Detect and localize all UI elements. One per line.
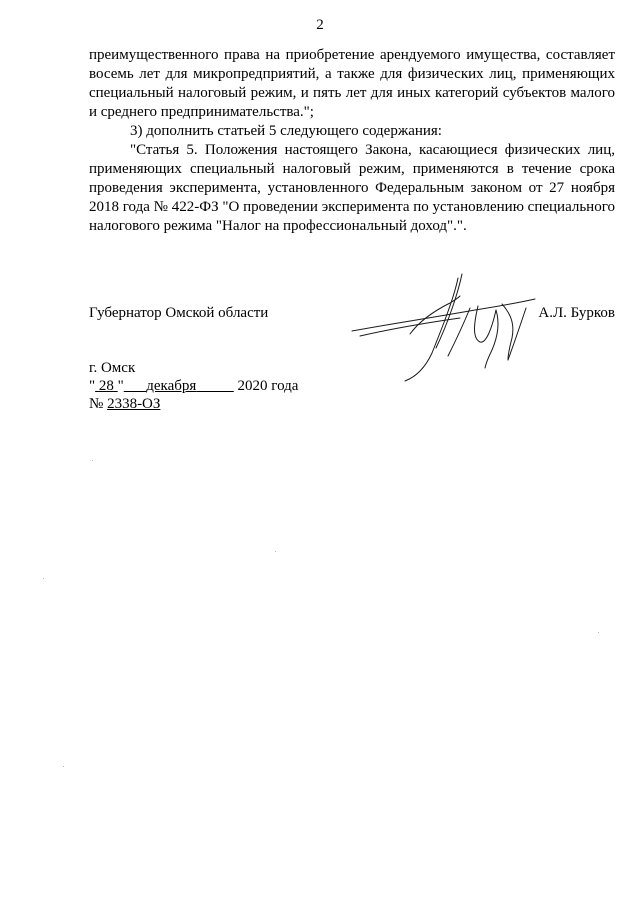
date-quote-open: " <box>89 378 96 394</box>
date-month: декабря <box>146 378 197 394</box>
page-number: 2 <box>316 17 324 33</box>
scan-speck <box>63 766 64 767</box>
scan-speck <box>92 460 93 461</box>
scan-speck <box>598 632 599 633</box>
scan-speck <box>43 578 44 579</box>
document-body <box>89 46 615 236</box>
place: г. Омск <box>89 360 136 376</box>
signing-date <box>89 377 298 395</box>
paragraph-article-5: "Статья 5. Положения настоящего Закона, касающиеся физических лиц, применяющих специальный налоговый режим, применяются в течение срока проведения эксперимента, установленного Федеральным законом от 27 ноября 2018 года № 422-ФЗ "О проведении эксперимента по установлению специального налогового режима "Налог на профессиональный доход".". <box>89 142 615 234</box>
paragraph-continuation: преимущественного права на приобретение арендуемого имущества, составляет восемь лет для микропредприятий, а также для физических лиц, применяющих специальный налоговый режим, и пять лет для иных категорий субъектов малого и среднего предпринимательства."; <box>89 47 615 120</box>
signatory-title: Губернатор Омской области <box>89 305 269 321</box>
law-number-prefix: № <box>89 396 104 412</box>
paragraph-item-3: 3) дополнить статьей 5 следующего содержания: <box>130 123 442 139</box>
date-quote-close: " <box>117 378 124 394</box>
date-day: 28 <box>98 378 114 394</box>
scan-speck <box>275 551 276 552</box>
place-date-block <box>89 359 298 413</box>
handwritten-signature <box>350 268 540 383</box>
signatory-name: А.Л. Бурков <box>538 305 615 321</box>
law-number <box>89 395 298 413</box>
law-number-value: 2338-ОЗ <box>107 396 161 412</box>
date-year: 2020 года <box>237 378 299 394</box>
